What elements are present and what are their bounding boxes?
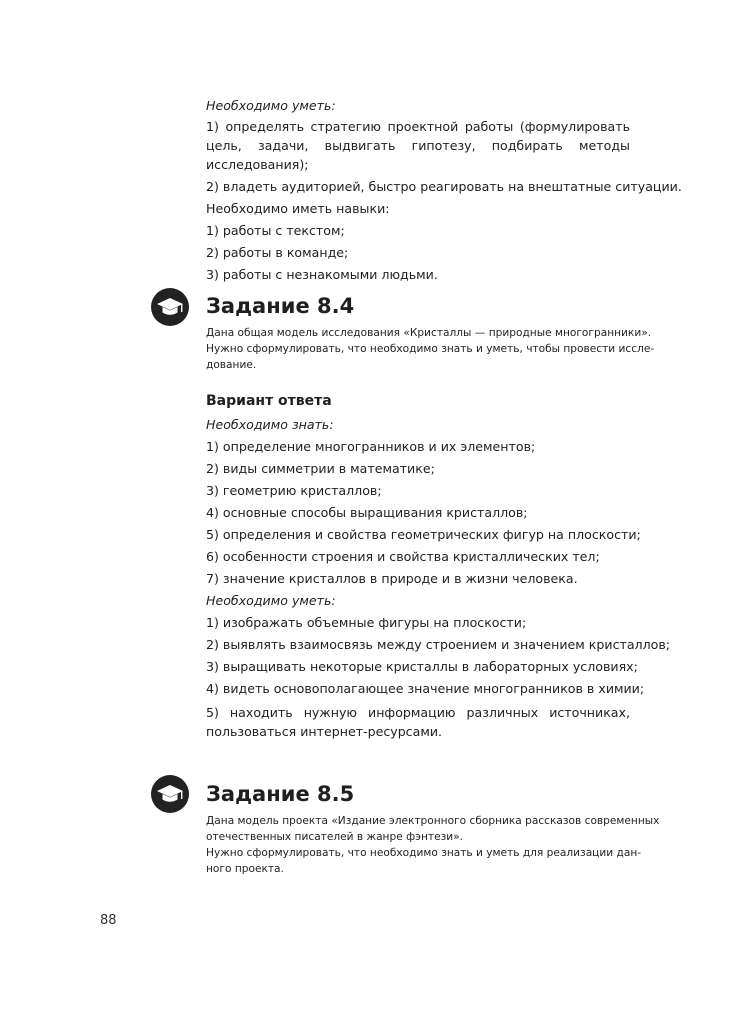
task-8-4-answer (206, 391, 671, 741)
know-item-4: 4) основные способы выращивания кристаллов; (206, 505, 528, 520)
habit-item-3: 3) работы с незнакомыми людьми. (206, 267, 438, 282)
know-heading: Необходимо знать: (206, 417, 334, 432)
task-8-4-desc-line-1: Дана общая модель исследования «Кристаллы — природные многогранники». (206, 327, 652, 339)
skill-item-2: 2) владеть аудиторией, быстро реагировать на внештатные ситуации. (206, 179, 682, 194)
task-8-5-title: Задание 8.5 (206, 782, 355, 806)
able-item-4: 4) видеть основополагающее значение многогранников в химии; (206, 681, 645, 696)
able-item-5: 5) находить нужную информацию различных источниках, пользоваться интернет-ресурсами. (206, 705, 630, 739)
task-8-5-desc-line-3: Нужно сформулировать, что необходимо знать и уметь для реализации дан- (206, 847, 642, 859)
know-item-5: 5) определения и свойства геометрических фигур на плоскости; (206, 527, 641, 542)
know-item-7: 7) значение кристаллов в природе и в жизни человека. (206, 571, 578, 586)
habits-heading: Необходимо иметь навыки: (206, 201, 390, 216)
answer-heading: Вариант ответа (206, 393, 332, 409)
task-8-4-desc-line-2: Нужно сформулировать, что необходимо знать и уметь, чтобы провести иссле- (206, 343, 655, 355)
habit-item-2: 2) работы в команде; (206, 245, 349, 260)
able-item-2: 2) выявлять взаимосвязь между строением и значением кристаллов; (206, 637, 671, 652)
task-8-4-section (206, 293, 655, 373)
task-8-5-section (206, 781, 660, 877)
task-8-5-desc-line-4: ного проекта. (206, 863, 284, 875)
habit-item-1: 1) работы с текстом; (206, 223, 345, 238)
page-number: 88 (100, 913, 117, 928)
able-item-3: 3) выращивать некоторые кристаллы в лабораторных условиях; (206, 659, 638, 674)
task-8-5-desc-line-2: отечественных писателей в жанре фэнтези». (206, 831, 463, 843)
graduation-cap-icon (150, 774, 190, 814)
task-8-4-title: Задание 8.4 (206, 294, 355, 318)
know-item-2: 2) виды симметрии в математике; (206, 461, 435, 476)
task-8-4-desc-line-3: дование. (206, 359, 257, 371)
intro-section (206, 95, 682, 286)
able-item-1: 1) изображать объемные фигуры на плоскости; (206, 615, 527, 630)
skill-item-1: 1) определять стратегию проектной работы (формулировать цель, задачи, выдвигать гипотезу, подбирать методы исследования); (206, 119, 630, 172)
task-8-5-desc-line-1: Дана модель проекта «Издание электронного сборника рассказов современных (206, 815, 660, 827)
know-item-6: 6) особенности строения и свойства кристаллических тел; (206, 549, 600, 564)
know-item-1: 1) определение многогранников и их элементов; (206, 439, 536, 454)
able-heading: Необходимо уметь: (206, 593, 336, 608)
need-to-do-heading: Необходимо уметь: (206, 98, 336, 113)
graduation-cap-icon (150, 287, 190, 327)
know-item-3: 3) геометрию кристаллов; (206, 483, 382, 498)
